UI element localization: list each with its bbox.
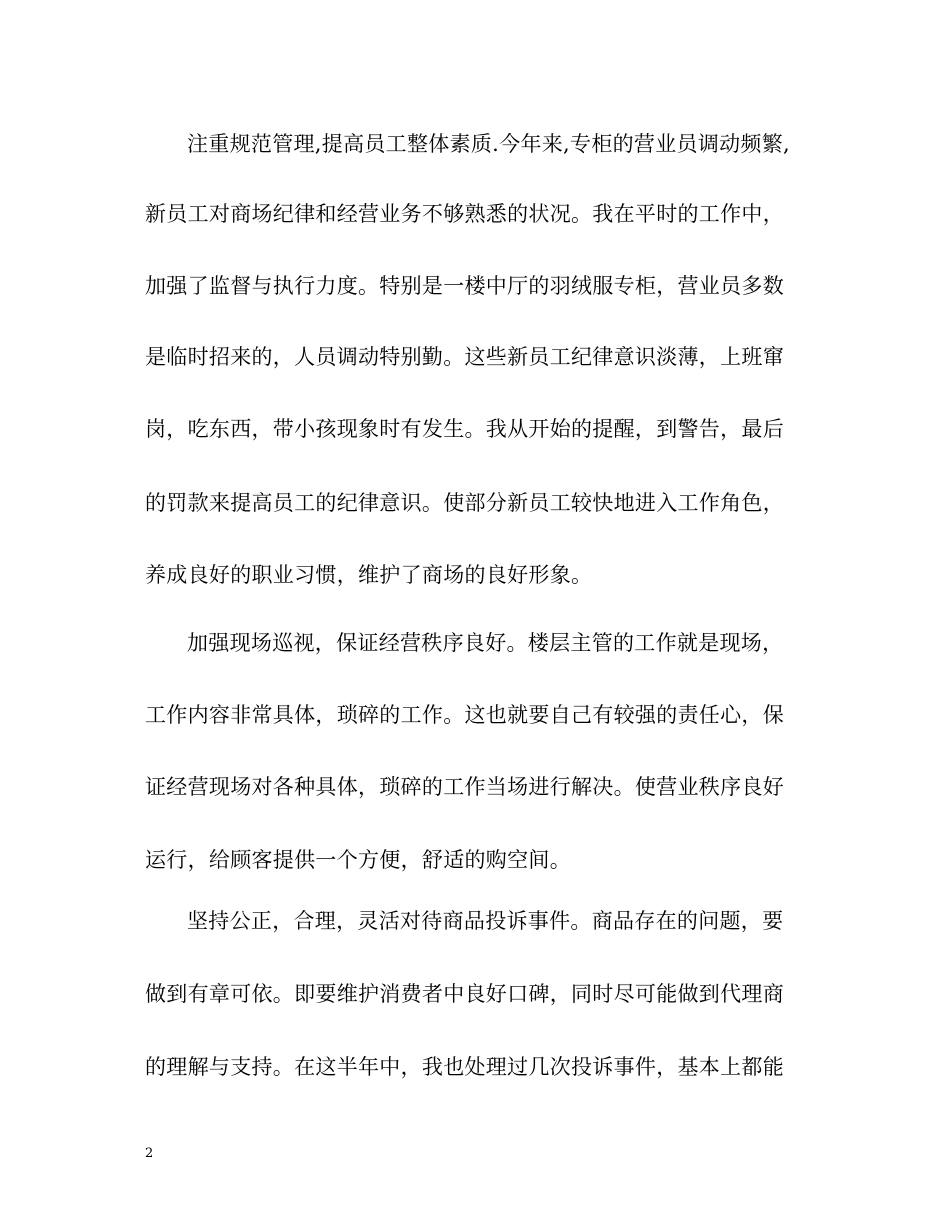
paragraph-3-line-2: 做到有章可依。即要维护消费者中良好口碑，同时尽可能做到代理商 xyxy=(145,982,784,1006)
paragraph-3-line-3: 的理解与支持。在这半年中，我也处理过几次投诉事件，基本上都能 xyxy=(145,1055,784,1079)
paragraph-2-line-2: 工作内容非常具体，琐碎的工作。这也就要自己有较强的责任心，保 xyxy=(145,703,784,727)
paragraph-1-line-1: 注重规范管理,提高员工整体素质.今年来,专柜的营业员调动频繁, xyxy=(187,132,790,156)
paragraph-1-line-4: 是临时招来的，人员调动特别勤。这些新员工纪律意识淡薄，上班窜 xyxy=(145,345,784,369)
paragraph-1-line-7: 养成良好的职业习惯，维护了商场的良好形象。 xyxy=(145,563,593,587)
page-number: 2 xyxy=(145,1146,154,1161)
paragraph-2-line-4: 运行，给顾客提供一个方便，舒适的购空间。 xyxy=(145,848,571,872)
paragraph-1-line-2: 新员工对商场纪律和经营业务不够熟悉的状况。我在平时的工作中， xyxy=(145,202,784,226)
paragraph-3-line-1: 坚持公正，合理，灵活对待商品投诉事件。商品存在的问题，要 xyxy=(187,909,784,933)
paragraph-1-line-5: 岗，吃东西，带小孩现象时有发生。我从开始的提醒，到警告，最后 xyxy=(145,417,784,441)
paragraph-2-line-1: 加强现场巡视，保证经营秩序良好。楼层主管的工作就是现场， xyxy=(187,631,784,655)
paragraph-1-line-3: 加强了监督与执行力度。特别是一楼中厅的羽绒服专柜，营业员多数 xyxy=(145,274,784,298)
paragraph-2-line-3: 证经营现场对各种具体，琐碎的工作当场进行解决。使营业秩序良好 xyxy=(145,775,784,799)
paragraph-1-line-6: 的罚款来提高员工的纪律意识。使部分新员工较快地进入工作角色， xyxy=(145,491,784,515)
